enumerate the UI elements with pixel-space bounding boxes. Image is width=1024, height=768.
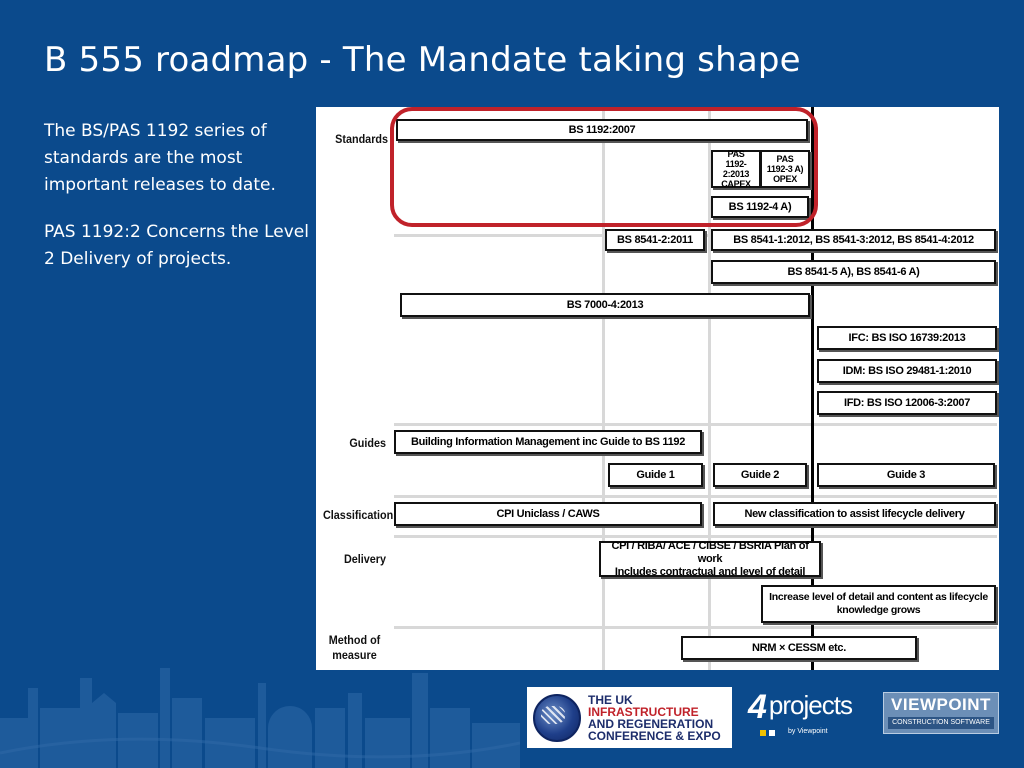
- box-bs7000-4: BS 7000-4:2013: [400, 293, 810, 317]
- box-ifc: IFC: BS ISO 16739:2013: [817, 326, 997, 350]
- conference-line1: THE UK: [588, 692, 633, 707]
- conference-logo: [527, 687, 732, 748]
- conference-logo-text: [588, 694, 721, 742]
- 4projects-mark-icon: 4: [748, 688, 767, 726]
- row-divider: [394, 626, 997, 629]
- box-plan-of-work: [599, 541, 821, 577]
- row-label-classification: Classification: [323, 508, 394, 522]
- box-nrm-cessm: NRM × CESSM etc.: [681, 636, 917, 660]
- conference-line4: CONFERENCE & EXPO: [588, 728, 721, 743]
- viewpoint-logo: [883, 692, 999, 734]
- viewpoint-name: VIEWPOINT: [891, 695, 991, 714]
- box-ifd: IFD: BS ISO 12006-3:2007: [817, 391, 997, 415]
- viewpoint-subtitle: CONSTRUCTION SOFTWARE: [888, 717, 994, 729]
- row-divider: [394, 495, 997, 498]
- plan-of-work-line2: Includes contractual and level of detail: [614, 565, 806, 578]
- 4projects-name: projects: [768, 690, 852, 720]
- box-idm: IDM: BS ISO 29481-1:2010: [817, 359, 997, 383]
- row-divider: [394, 535, 997, 538]
- slide-title: B 555 roadmap - The Mandate taking shape: [44, 40, 801, 80]
- roadmap-diagram: [316, 107, 999, 670]
- box-bs1192-4: BS 1192-4 A): [711, 196, 809, 218]
- box-bs8541-1-3-4: BS 8541-1:2012, BS 8541-3:2012, BS 8541-4:2012: [711, 229, 996, 251]
- conference-line3: AND REGENERATION: [588, 716, 714, 731]
- paragraph-pas1192-2: PAS 1192:2 Concerns the Level 2 Delivery of projects.: [44, 222, 309, 269]
- 4projects-dots-icon: [760, 730, 775, 736]
- row-label-delivery: Delivery: [343, 552, 386, 566]
- row-label-method-of-measure: Method of measure: [328, 633, 381, 662]
- plan-of-work-line1: CPI / RIBA/ ACE / CIBSE / BSRIA Plan of work: [611, 539, 809, 565]
- box-cpi-uniclass: CPI Uniclass / CAWS: [394, 502, 702, 526]
- row-label-standards: Standards: [335, 132, 388, 146]
- box-bs1192-2007: BS 1192:2007: [396, 119, 808, 141]
- box-pas1192-3-line3: OPEX: [773, 174, 797, 184]
- box-bim-guide: Building Information Management inc Guide to BS 1192: [394, 430, 702, 454]
- box-guide-2: Guide 2: [713, 463, 807, 487]
- slide-body-text: [44, 118, 309, 293]
- box-guide-3: Guide 3: [817, 463, 995, 487]
- box-bs8541-2: BS 8541-2:2011: [605, 229, 705, 251]
- box-bs8541-5-6: BS 8541-5 A), BS 8541-6 A): [711, 260, 996, 284]
- box-pas1192-2-line2: 1192-2:2013: [722, 159, 750, 179]
- conference-line2: INFRASTRUCTURE: [588, 704, 699, 719]
- row-label-guides: Guides: [349, 436, 386, 450]
- box-guide-1: Guide 1: [608, 463, 703, 487]
- box-pas1192-2-line3: CAPEX: [721, 179, 751, 189]
- highlight-1192-series: [390, 107, 818, 227]
- box-pas1192-2-line1: PAS: [727, 149, 745, 159]
- 4projects-subtitle: by Viewpoint: [788, 728, 828, 735]
- box-new-classification: New classification to assist lifecycle delivery: [713, 502, 996, 526]
- row-divider: [394, 423, 997, 426]
- box-pas1192-3-line1: PAS: [776, 154, 794, 164]
- paragraph-standards: The BS/PAS 1192 series of standards are the most important releases to date.: [44, 121, 276, 195]
- city-skyline-decoration: [0, 648, 520, 768]
- 4projects-logo: [748, 690, 868, 740]
- box-increase-detail: Increase level of detail and content as lifecycle knowledge grows: [761, 585, 996, 623]
- globe-icon: [533, 694, 581, 742]
- box-pas1192-3-line2: 1192-3 A): [766, 164, 804, 174]
